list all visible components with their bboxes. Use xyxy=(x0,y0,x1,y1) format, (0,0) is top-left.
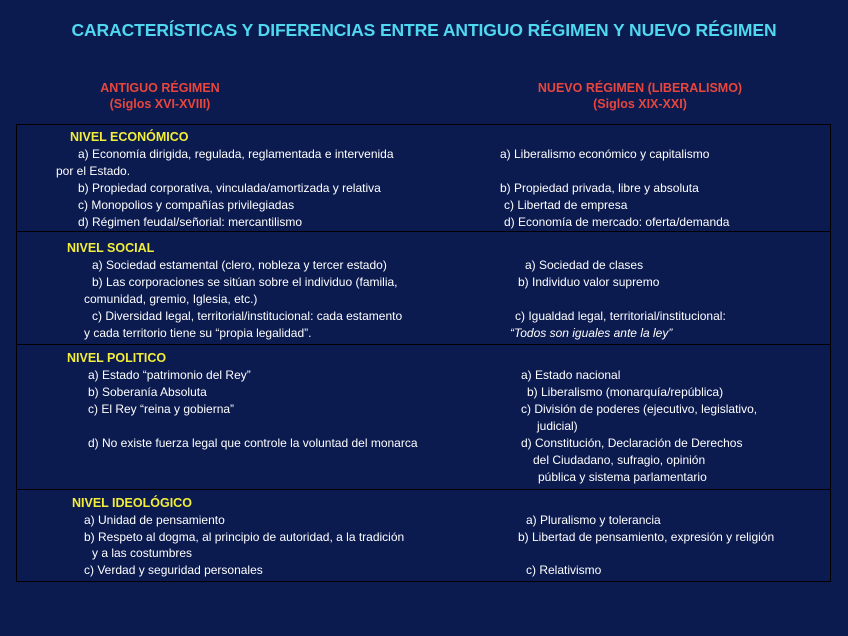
left-item: comunidad, gremio, Iglesia, etc.) xyxy=(84,292,258,306)
right-item: pública y sistema parlamentario xyxy=(538,470,707,484)
right-item: “Todos son iguales ante la ley” xyxy=(510,326,673,340)
column-header-antiguo-regimen xyxy=(60,80,260,112)
left-item: a) Estado “patrimonio del Rey” xyxy=(88,368,251,382)
right-item: b) Libertad de pensamiento, expresión y religión xyxy=(518,530,775,544)
right-item: b) Individuo valor supremo xyxy=(518,275,660,289)
left-item: a) Economía dirigida, regulada, reglamentada e intervenida xyxy=(78,147,394,161)
left-item: b) Propiedad corporativa, vinculada/amortizada y relativa xyxy=(78,181,381,195)
column-header-name: NUEVO RÉGIMEN (LIBERALISMO) xyxy=(537,81,743,95)
left-item: c) El Rey “reina y gobierna” xyxy=(88,402,235,416)
page-title: CARACTERÍSTICAS Y DIFERENCIAS ENTRE ANTIGUO RÉGIMEN Y NUEVO RÉGIMEN xyxy=(71,20,777,40)
right-item: b) Liberalismo (monarquía/república) xyxy=(527,385,724,399)
right-item: d) Constitución, Declaración de Derechos xyxy=(521,436,743,450)
left-item: b) Las corporaciones se sitúan sobre el individuo (familia, xyxy=(92,275,398,289)
right-item: c) Libertad de empresa xyxy=(504,198,628,212)
left-item: c) Verdad y seguridad personales xyxy=(84,563,263,577)
left-item: y a las costumbres xyxy=(92,546,193,560)
left-item: d) Régimen feudal/señorial: mercantilismo xyxy=(78,215,303,229)
right-item: c) Igualdad legal, territorial/institucional: xyxy=(515,309,726,323)
right-item: d) Economía de mercado: oferta/demanda xyxy=(504,215,730,229)
column-header-period: (Siglos XIX-XXI) xyxy=(593,97,687,111)
left-item: c) Monopolios y compañías privilegiadas xyxy=(78,198,295,212)
section-divider xyxy=(17,231,830,232)
section-title: NIVEL SOCIAL xyxy=(67,241,155,255)
column-header-period: (Siglos XVI-XVIII) xyxy=(109,97,211,111)
right-item: a) Pluralismo y tolerancia xyxy=(526,513,661,527)
left-item: b) Respeto al dogma, al principio de autoridad, a la tradición xyxy=(84,530,405,544)
column-header-name: ANTIGUO RÉGIMEN xyxy=(100,81,220,95)
right-item: judicial) xyxy=(537,419,578,433)
left-item: c) Diversidad legal, territorial/institucional: cada estamento xyxy=(92,309,403,323)
section-title: NIVEL IDEOLÓGICO xyxy=(72,496,192,510)
section-divider xyxy=(17,344,830,345)
left-item: por el Estado. xyxy=(56,164,131,178)
section-title: NIVEL POLITICO xyxy=(67,351,167,365)
left-item: a) Sociedad estamental (clero, nobleza y tercer estado) xyxy=(92,258,387,272)
right-item: c) División de poderes (ejecutivo, legislativo, xyxy=(521,402,758,416)
right-item: a) Liberalismo económico y capitalismo xyxy=(500,147,710,161)
right-item: a) Estado nacional xyxy=(521,368,621,382)
right-item: a) Sociedad de clases xyxy=(525,258,644,272)
section-title: NIVEL ECONÓMICO xyxy=(70,130,189,144)
left-item: d) No existe fuerza legal que controle la voluntad del monarca xyxy=(88,436,418,450)
right-item: c) Relativismo xyxy=(526,563,602,577)
left-item: a) Unidad de pensamiento xyxy=(84,513,225,527)
left-item: b) Soberanía Absoluta xyxy=(88,385,207,399)
right-item: b) Propiedad privada, libre y absoluta xyxy=(500,181,699,195)
left-item: y cada territorio tiene su “propia legalidad”. xyxy=(84,326,312,340)
column-header-nuevo-regimen xyxy=(500,80,780,112)
section-divider xyxy=(17,489,830,490)
right-item: del Ciudadano, sufragio, opinión xyxy=(533,453,706,467)
